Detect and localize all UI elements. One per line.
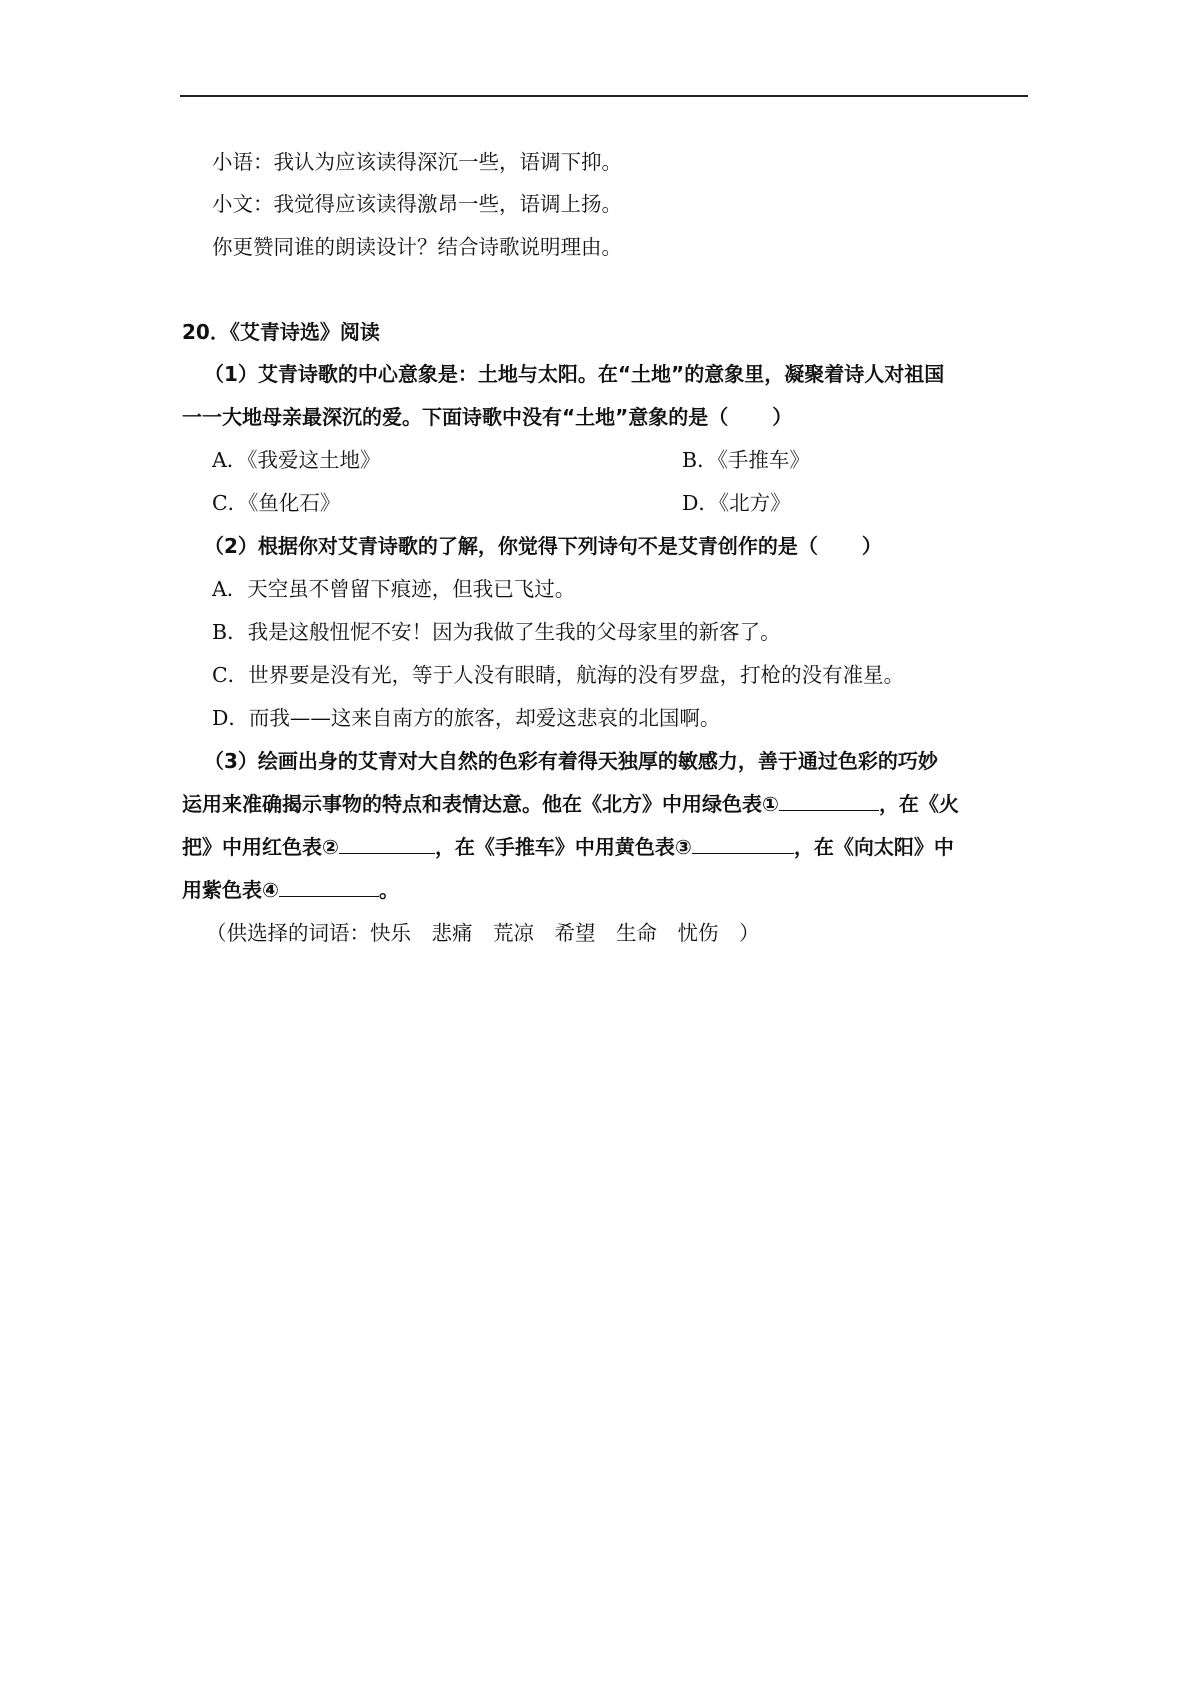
- part1-option-d: D．《北方》: [682, 491, 791, 515]
- xiaowen-line: 小文：我觉得应该读得激昂一些，语调上扬。: [212, 192, 622, 216]
- part3-text: 运用来准确揭示事物的特点和表情达意。他在《北方》中用绿色表①: [182, 792, 779, 816]
- part3-text: ，在《手推车》中用黄色表③: [434, 835, 692, 859]
- part2-option-d: D．而我——这来自南方的旅客，却爱这悲哀的北国啊。: [212, 706, 721, 730]
- part3-text: ，在《火: [878, 792, 959, 816]
- question-number: 20．: [182, 320, 230, 344]
- fill-blank-4[interactable]: [279, 876, 379, 897]
- part2-option-c: C．世界要是没有光，等于人没有眼睛，航海的没有罗盘，打枪的没有准星。: [212, 663, 905, 687]
- part3-line4: [182, 876, 399, 904]
- part2-option-b: B．我是这般忸怩不安！因为我做了生我的父母家里的新客了。: [212, 620, 781, 644]
- part1-option-a: A．《我爱这土地》: [212, 448, 381, 472]
- xiaoyu-line: 小语：我认为应该读得深沉一些，语调下抑。: [212, 150, 622, 174]
- part2-option-a: A．天空虽不曾留下痕迹，但我已飞过。: [212, 577, 576, 601]
- part1-stem-text: 一一大地母亲最深沉的爱。下面诗歌中没有“土地”意象的是（: [182, 405, 729, 429]
- prev-question-prompt: 你更赞同谁的朗读设计？结合诗歌说明理由。: [212, 235, 622, 259]
- question-title: 《艾青诗选》阅读: [229, 320, 380, 344]
- paren-close: ）: [861, 534, 882, 558]
- header-rule: [180, 95, 1028, 97]
- part1-stem-line2: [182, 403, 792, 431]
- part1-option-b: B．《手推车》: [682, 448, 810, 472]
- fill-blank-2[interactable]: [339, 833, 435, 854]
- fill-blank-1[interactable]: [779, 790, 879, 811]
- part2-stem: [204, 532, 882, 560]
- paren-close: ）: [772, 405, 793, 429]
- word-bank: （供选择的词语：快乐 悲痛 荒凉 希望 生命 忧伤 ）: [206, 921, 760, 945]
- question-20-heading: [182, 318, 380, 346]
- part3-text: 用紫色表④: [182, 878, 279, 902]
- part3-line1: （3）绘画出身的艾青对大自然的色彩有着得天独厚的敏感力，善于通过色彩的巧妙: [204, 749, 938, 773]
- part3-text: 把》中用红色表②: [182, 835, 339, 859]
- part3-line3: [182, 833, 954, 861]
- part2-stem-text: （2）根据你对艾青诗歌的了解，你觉得下列诗句不是艾青创作的是（: [204, 534, 818, 558]
- part3-text: 。: [378, 878, 399, 902]
- part1-stem-line1: （1）艾青诗歌的中心意象是：土地与太阳。在“土地”的意象里，凝聚着诗人对祖国: [204, 362, 945, 386]
- part3-text: ，在《向太阳》中: [793, 835, 954, 859]
- part1-option-c: C．《鱼化石》: [212, 491, 341, 515]
- fill-blank-3[interactable]: [692, 833, 794, 854]
- part3-line2: [182, 790, 959, 818]
